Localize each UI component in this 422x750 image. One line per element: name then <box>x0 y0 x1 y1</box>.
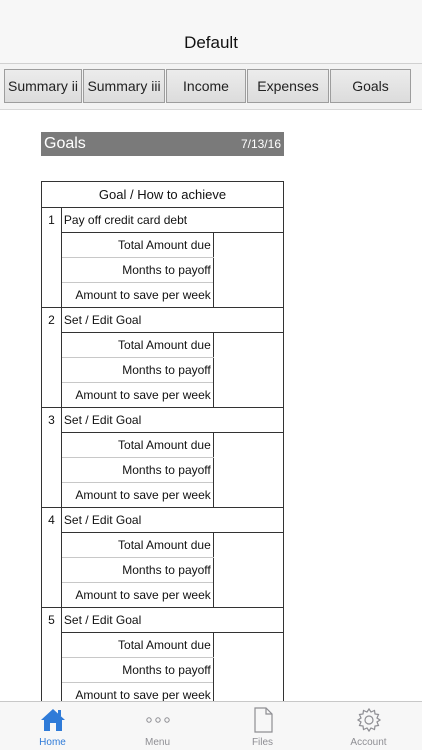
goal-cell[interactable]: Set / Edit Goal <box>61 308 283 333</box>
sheet-title: Goals <box>44 135 86 152</box>
goal-number: 1 <box>42 208 62 308</box>
tab-menu[interactable] <box>105 702 210 750</box>
goal-number: 3 <box>42 408 62 508</box>
tab-expenses[interactable]: Expenses <box>247 69 329 103</box>
document-icon <box>253 706 273 733</box>
goal-number: 2 <box>42 308 62 408</box>
amount-to-save-label: Amount to save per week <box>61 483 213 508</box>
amount-to-save-label: Amount to save per week <box>61 583 213 608</box>
goal-value-cell[interactable] <box>213 333 283 408</box>
months-to-payoff-label: Months to payoff <box>61 658 213 683</box>
total-amount-label: Total Amount due <box>61 433 213 458</box>
goal-cell[interactable]: Set / Edit Goal <box>61 408 283 433</box>
nav-title: Default <box>184 33 238 52</box>
sheet-date: 7/13/16 <box>240 137 281 151</box>
tab-files-label: Files <box>251 737 274 748</box>
spreadsheet-area[interactable] <box>0 111 422 701</box>
goal-number: 5 <box>42 608 62 702</box>
bottom-tab-bar <box>0 701 422 750</box>
sheet-header <box>41 132 284 156</box>
goal-cell[interactable]: Pay off credit card debt <box>61 208 283 233</box>
sheet-tabs <box>0 64 422 110</box>
tab-summary-iii[interactable]: Summary iii <box>83 69 165 103</box>
tab-goals[interactable]: Goals <box>330 69 411 103</box>
table-header: Goal / How to achieve <box>42 182 284 208</box>
tab-summary-ii[interactable]: Summary ii <box>4 69 82 103</box>
gear-icon <box>356 706 382 733</box>
total-amount-label: Total Amount due <box>61 233 213 258</box>
tab-home-label: Home <box>39 737 66 748</box>
goal-value-cell[interactable] <box>213 233 283 308</box>
goal-cell[interactable]: Set / Edit Goal <box>61 508 283 533</box>
more-icon <box>145 706 171 733</box>
amount-to-save-label: Amount to save per week <box>61 383 213 408</box>
goal-number: 4 <box>42 508 62 608</box>
total-amount-label: Total Amount due <box>61 533 213 558</box>
tab-files[interactable] <box>210 702 315 750</box>
months-to-payoff-label: Months to payoff <box>61 258 213 283</box>
tab-account[interactable] <box>315 702 422 750</box>
goal-cell[interactable]: Set / Edit Goal <box>61 608 283 633</box>
total-amount-label: Total Amount due <box>61 333 213 358</box>
home-icon <box>40 706 66 733</box>
months-to-payoff-label: Months to payoff <box>61 558 213 583</box>
tab-income[interactable]: Income <box>166 69 246 103</box>
navigation-bar <box>0 0 422 64</box>
goals-table <box>41 181 284 701</box>
goal-value-cell[interactable] <box>213 633 283 702</box>
months-to-payoff-label: Months to payoff <box>61 358 213 383</box>
amount-to-save-label: Amount to save per week <box>61 683 213 702</box>
months-to-payoff-label: Months to payoff <box>61 458 213 483</box>
goal-value-cell[interactable] <box>213 533 283 608</box>
tab-account-label: Account <box>350 737 387 748</box>
goal-value-cell[interactable] <box>213 433 283 508</box>
amount-to-save-label: Amount to save per week <box>61 283 213 308</box>
tab-menu-label: Menu <box>144 737 170 748</box>
tab-home[interactable] <box>0 702 105 750</box>
total-amount-label: Total Amount due <box>61 633 213 658</box>
